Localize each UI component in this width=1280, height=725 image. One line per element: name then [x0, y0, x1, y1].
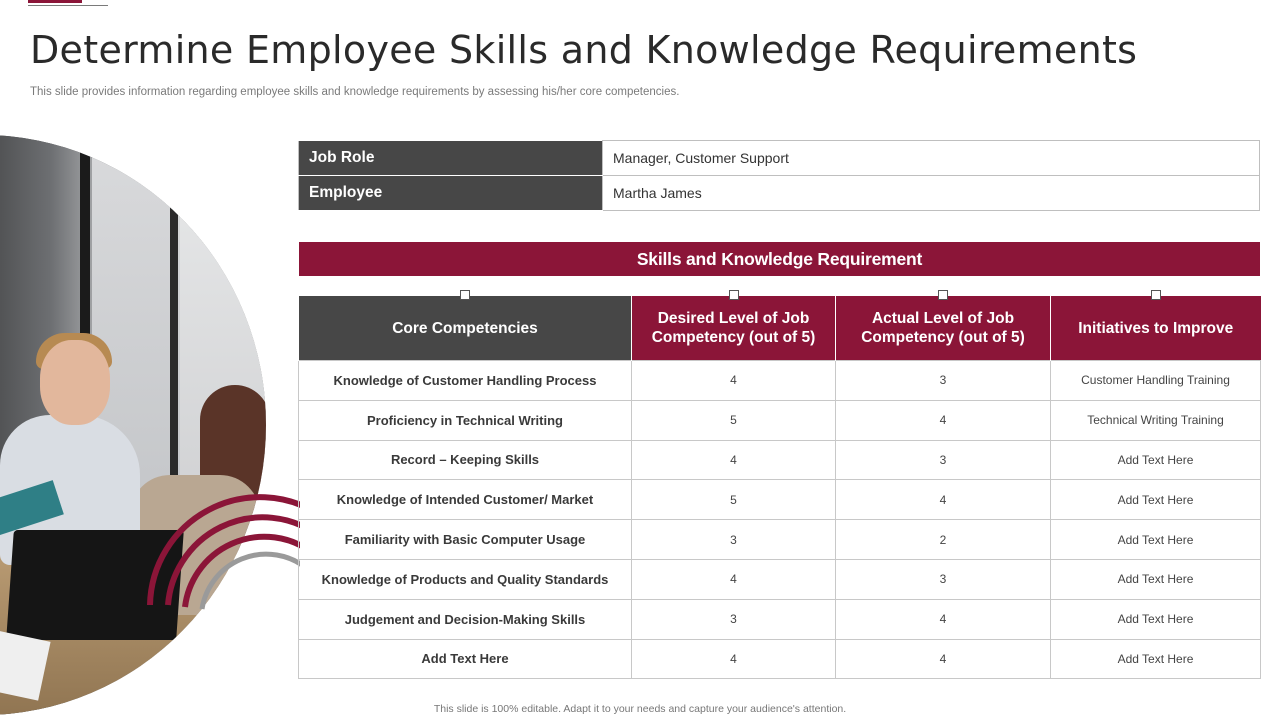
header-initiatives: Initiatives to Improve — [1051, 296, 1261, 361]
table-row — [299, 559, 1261, 599]
initiative-cell[interactable]: Add Text Here — [1051, 639, 1261, 679]
job-role-label: Job Role — [299, 141, 603, 176]
competency-cell[interactable]: Judgement and Decision-Making Skills — [299, 599, 632, 639]
employee-label: Employee — [299, 176, 603, 211]
initiative-cell[interactable]: Add Text Here — [1051, 559, 1261, 599]
actual-cell[interactable]: 3 — [836, 361, 1051, 401]
initiative-cell[interactable]: Add Text Here — [1051, 520, 1261, 560]
column-handle-icon — [1151, 290, 1161, 300]
column-handle-icon — [729, 290, 739, 300]
initiative-cell[interactable]: Add Text Here — [1051, 480, 1261, 520]
competency-cell[interactable]: Record – Keeping Skills — [299, 440, 632, 480]
slide-footer: This slide is 100% editable. Adapt it to your needs and capture your audience's attention. — [433, 703, 847, 715]
column-handle-icon — [938, 290, 948, 300]
initiative-cell[interactable]: Technical Writing Training — [1051, 400, 1261, 440]
initiative-cell[interactable]: Add Text Here — [1051, 599, 1261, 639]
header-actual-level: Actual Level of Job Competency (out of 5) — [836, 296, 1051, 361]
team-photo — [0, 135, 300, 725]
competency-cell[interactable]: Familiarity with Basic Computer Usage — [299, 520, 632, 560]
header-desired-level: Desired Level of Job Competency (out of 5) — [632, 296, 836, 361]
decorative-arcs-top — [140, 455, 300, 725]
actual-cell[interactable]: 4 — [836, 639, 1051, 679]
table-row — [299, 599, 1261, 639]
competency-cell[interactable]: Proficiency in Technical Writing — [299, 400, 632, 440]
job-role-row — [299, 141, 1260, 176]
slide-subtitle: This slide provides information regarding employee skills and knowledge requirements by assessing his/her core competencies. — [30, 86, 680, 98]
desired-cell[interactable]: 4 — [632, 361, 836, 401]
top-accent-line — [28, 0, 82, 3]
actual-cell[interactable]: 4 — [836, 480, 1051, 520]
desired-cell[interactable]: 4 — [632, 440, 836, 480]
actual-cell[interactable]: 3 — [836, 559, 1051, 599]
employee-value[interactable]: Martha James — [603, 176, 1260, 211]
competency-cell[interactable]: Knowledge of Customer Handling Process — [299, 361, 632, 401]
table-header-row — [299, 296, 1261, 361]
competency-cell[interactable]: Knowledge of Products and Quality Standards — [299, 559, 632, 599]
table-row — [299, 440, 1261, 480]
desired-cell[interactable]: 4 — [632, 639, 836, 679]
table-row — [299, 361, 1261, 401]
desired-cell[interactable]: 5 — [632, 480, 836, 520]
section-banner: Skills and Knowledge Requirement — [299, 242, 1260, 276]
employee-row — [299, 176, 1260, 211]
desired-cell[interactable]: 4 — [632, 559, 836, 599]
desired-cell[interactable]: 5 — [632, 400, 836, 440]
competency-cell[interactable]: Knowledge of Intended Customer/ Market — [299, 480, 632, 520]
actual-cell[interactable]: 4 — [836, 599, 1051, 639]
actual-cell[interactable]: 4 — [836, 400, 1051, 440]
competency-cell[interactable]: Add Text Here — [299, 639, 632, 679]
desired-cell[interactable]: 3 — [632, 599, 836, 639]
job-role-value[interactable]: Manager, Customer Support — [603, 141, 1260, 176]
skills-table — [298, 296, 1261, 679]
table-row — [299, 520, 1261, 560]
table-row — [299, 400, 1261, 440]
table-row — [299, 480, 1261, 520]
table-row — [299, 639, 1261, 679]
actual-cell[interactable]: 3 — [836, 440, 1051, 480]
initiative-cell[interactable]: Add Text Here — [1051, 440, 1261, 480]
slide-title: Determine Employee Skills and Knowledge Requirements — [30, 28, 1138, 72]
top-divider-line — [28, 5, 108, 6]
initiative-cell[interactable]: Customer Handling Training — [1051, 361, 1261, 401]
job-info-table — [298, 140, 1260, 211]
actual-cell[interactable]: 2 — [836, 520, 1051, 560]
column-handle-icon — [460, 290, 470, 300]
desired-cell[interactable]: 3 — [632, 520, 836, 560]
header-core-competencies: Core Competencies — [299, 296, 632, 361]
